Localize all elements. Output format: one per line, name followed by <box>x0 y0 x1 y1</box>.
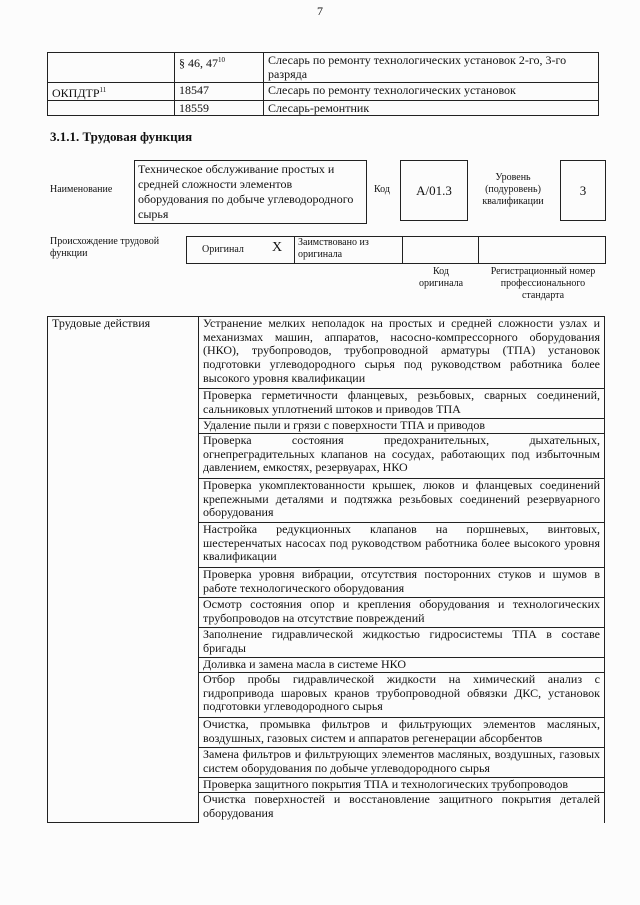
code-label: Код <box>374 184 390 195</box>
table-cell <box>48 83 175 101</box>
footnote-mark: 10 <box>218 56 225 64</box>
labor-action-item: Замена фильтров и фильтрующих элементов масляных, воздушных, газовых систем оборудования по добыче углеводородного сырья <box>199 748 605 778</box>
origin-label: Происхождение трудовой функции <box>50 236 160 259</box>
table-cell: Слесарь-ремонтник <box>264 101 599 116</box>
reg-number-label: Регистрационный номер профессионального стандарта <box>490 266 596 301</box>
level-label: Уровень (подуровень) квалификации <box>482 172 544 207</box>
labor-action-item: Проверка состояния предохранительных, дыхательных, огнепреградительных клапанов на сосудах, работающих под избыточным давлением, емкостях, резервуарах, НКО <box>199 434 605 479</box>
labor-action-item: Удаление пыли и грязи с поверхности ТПА и приводов <box>199 419 605 434</box>
labor-action-item: Заполнение гидравлической жидкостью гидросистемы ТПА в составе бригады <box>199 628 605 658</box>
table-cell: 18559 <box>175 101 264 116</box>
table-cell-text: ОКПДТР <box>52 86 100 100</box>
divider <box>478 236 479 264</box>
table-row <box>48 83 599 101</box>
labor-action-item: Проверка укомплектованности крышек, люков и фланцевых соединений крепежными деталями и подтяжка резьбовых соединений резервуарного оборудования <box>199 479 605 523</box>
table-cell: Слесарь по ремонту технологических установок <box>264 83 599 101</box>
table-cell-text: § 46, 47 <box>179 56 218 70</box>
name-label: Наименование <box>50 184 113 195</box>
code-original-label: Код оригинала <box>418 266 464 289</box>
table-row <box>48 317 605 389</box>
labor-action-item: Очистка, промывка фильтров и фильтрующих элементов масляных, воздушных, газовых систем и аппаратов регенерации абсорбентов <box>199 718 605 748</box>
classifier-table <box>47 52 599 116</box>
labor-action-item: Настройка редукционных клапанов на поршневых, винтовых, шестеренчатых насосах под руководством работника более высокого уровня квалификации <box>199 523 605 568</box>
labor-action-item: Проверка герметичности фланцевых, резьбовых, сварных соединений, сальниковых уплотнений штоков и приводов ТПА <box>199 389 605 419</box>
borrowed-label: Заимствовано из оригинала <box>298 237 369 260</box>
section-title: 3.1.1. Трудовая функция <box>50 129 193 144</box>
code-value: A/01.3 <box>400 160 468 221</box>
table-row <box>48 101 599 116</box>
page-number: 7 <box>317 4 323 18</box>
labor-action-item: Доливка и замена масла в системе НКО <box>199 658 605 673</box>
table-cell: 18547 <box>175 83 264 101</box>
name-value: Техническое обслуживание простых и средней сложности элементов оборудования по добыче углеводородного сырья <box>134 160 367 224</box>
labor-action-item: Осмотр состояния опор и крепления оборудования и технологических трубопроводов на отсутствие повреждений <box>199 598 605 628</box>
labor-action-item: Проверка защитного покрытия ТПА и технологических трубопроводов <box>199 778 605 793</box>
level-value: 3 <box>560 160 606 221</box>
original-label: Оригинал <box>202 244 244 255</box>
table-cell <box>48 53 175 83</box>
labor-actions-table <box>47 316 605 823</box>
divider <box>402 236 403 264</box>
table-cell: Слесарь по ремонту технологических установок 2-го, 3-го разряда <box>264 53 599 83</box>
labor-action-item: Проверка уровня вибрации, отсутствия посторонних стуков и шумов в работе технологического оборудования <box>199 568 605 598</box>
labor-action-item: Устранение мелких неполадок на простых и средней сложности узлах и механизмах машин, аппаратов, насосно-компрессорного оборудования (НКО), трубопроводов, трубопроводной арматуры (ТПА) установок подготовки углеводородного сырья под руководством работника более высокого уровня квалификации <box>199 317 605 389</box>
table-row <box>48 53 599 83</box>
table-cell <box>48 101 175 116</box>
labor-actions-label: Трудовые действия <box>48 317 199 823</box>
original-mark: X <box>272 240 283 255</box>
footnote-mark: 11 <box>99 86 107 94</box>
table-cell <box>175 53 264 83</box>
divider <box>294 236 295 264</box>
labor-action-item: Очистка поверхностей и восстановление защитного покрытия деталей оборудования <box>199 793 605 823</box>
labor-action-item: Отбор пробы гидравлической жидкости на химический анализ с гидропривода шаровых кранов трубопроводной обвязки ДКС, установок подготовки углеводородного сырья <box>199 673 605 718</box>
